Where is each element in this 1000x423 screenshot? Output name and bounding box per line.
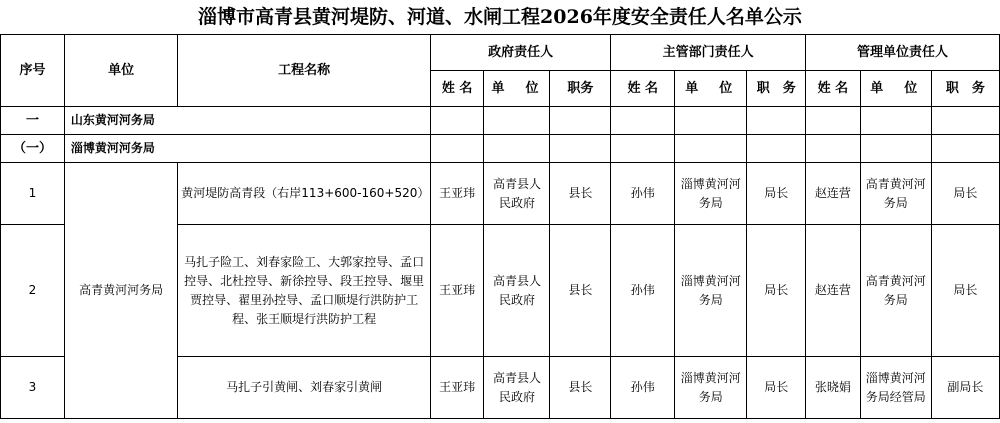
gov-org: 高青县人民政府: [484, 225, 550, 357]
header-gov: 政府责任人: [430, 35, 610, 71]
mgmt-name: 赵连营: [806, 163, 861, 225]
row-project: 黄河堤防高青段（右岸113+600-160+520）: [178, 163, 431, 225]
dept-name: 孙伟: [611, 163, 675, 225]
gov-name: 王亚玮: [430, 225, 484, 357]
mgmt-name: 张晓娟: [806, 357, 861, 419]
gov-org: 高青县人民政府: [484, 163, 550, 225]
dept-position: 局长: [747, 357, 806, 419]
row-unit: 高青黄河河务局: [64, 163, 177, 419]
dept-position: 局长: [747, 225, 806, 357]
header-seq: 序号: [1, 35, 65, 107]
gov-position: 县长: [550, 357, 611, 419]
gov-name: 王亚玮: [430, 163, 484, 225]
gov-position: 县长: [550, 163, 611, 225]
row-project: 马扎子引黄闸、刘春家引黄闸: [178, 357, 431, 419]
responsibility-table: [0, 34, 1000, 419]
row-project: 马扎子险工、刘春家险工、大郭家控导、孟口控导、北杜控导、新徐控导、段王控导、堰里贾控导、翟里孙控导、孟口顺堤行洪防护工程、张王顺堤行洪防护工程: [178, 225, 431, 357]
gov-pos-header: 职务: [550, 71, 611, 107]
gov-position: 县长: [550, 225, 611, 357]
gov-name-header: 姓 名: [430, 71, 484, 107]
dept-name-header: 姓 名: [611, 71, 675, 107]
mgmt-position: 副局长: [931, 357, 999, 419]
dept-position: 局长: [747, 163, 806, 225]
row-seq: 2: [1, 225, 65, 357]
dept-org-header: 单 位: [675, 71, 747, 107]
row-seq: 3: [1, 357, 65, 419]
gov-org: 高青县人民政府: [484, 357, 550, 419]
mgmt-org: 高青黄河河务局: [860, 163, 931, 225]
dept-name: 孙伟: [611, 225, 675, 357]
group-seq: 一: [1, 107, 65, 135]
table-row: [1, 163, 1000, 225]
gov-name: 王亚玮: [430, 357, 484, 419]
gov-org-header: 单 位: [484, 71, 550, 107]
dept-name: 孙伟: [611, 357, 675, 419]
mgmt-pos-header: 职 务: [931, 71, 999, 107]
subgroup-row: [1, 135, 1000, 163]
group-row: [1, 107, 1000, 135]
mgmt-org: 淄博黄河河务局经管局: [860, 357, 931, 419]
header-project: 工程名称: [178, 35, 431, 107]
subgroup-seq: （一）: [1, 135, 65, 163]
header-unit: 单位: [64, 35, 177, 107]
header-dept: 主管部门责任人: [611, 35, 806, 71]
mgmt-position: 局长: [931, 163, 999, 225]
header-mgmt: 管理单位责任人: [806, 35, 1000, 71]
dept-org: 淄博黄河河务局: [675, 357, 747, 419]
subgroup-name: 淄博黄河河务局: [64, 135, 430, 163]
group-name: 山东黄河河务局: [64, 107, 430, 135]
dept-org: 淄博黄河河务局: [675, 163, 747, 225]
mgmt-name-header: 姓 名: [806, 71, 861, 107]
header-row: [1, 35, 1000, 71]
mgmt-position: 局长: [931, 225, 999, 357]
mgmt-name: 赵连营: [806, 225, 861, 357]
dept-pos-header: 职 务: [747, 71, 806, 107]
mgmt-org: 高青黄河河务局: [860, 225, 931, 357]
page-title: 淄博市高青县黄河堤防、河道、水闸工程2026年度安全责任人名单公示: [198, 6, 802, 28]
dept-org: 淄博黄河河务局: [675, 225, 747, 357]
mgmt-org-header: 单 位: [860, 71, 931, 107]
row-seq: 1: [1, 163, 65, 225]
